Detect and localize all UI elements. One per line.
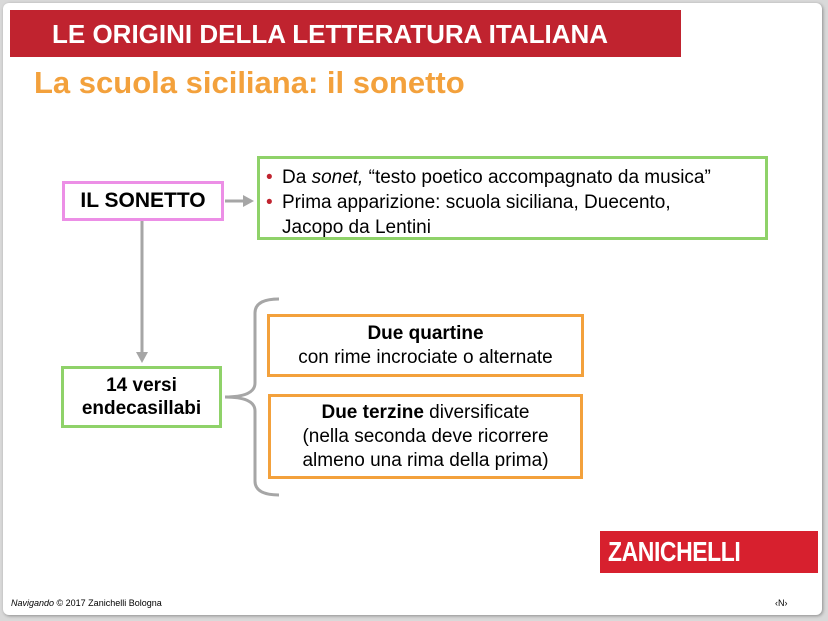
definition-item-2	[266, 190, 755, 215]
bullet-icon: •	[266, 192, 273, 213]
definition-item-1	[266, 165, 755, 190]
definition-origin: Prima apparizione: scuola siciliana, Duecento,	[282, 192, 671, 213]
footer-book: Navigando	[11, 598, 55, 608]
slide	[3, 3, 822, 615]
footer-copyright	[11, 598, 162, 608]
terzine-line-2: (nella seconda deve ricorrere	[302, 425, 549, 447]
page-number: ‹N›	[775, 598, 788, 608]
slide-subtitle: La scuola siciliana: il sonetto	[34, 65, 465, 100]
sonetto-label: IL SONETTO	[80, 189, 206, 212]
arrow-down-head	[136, 352, 148, 363]
quartine-text: con rime incrociate o alternate	[298, 346, 553, 368]
quartine-title: Due quartine	[367, 322, 484, 344]
connectors	[3, 3, 822, 615]
arrow-right-head	[243, 195, 254, 207]
sonetto-box	[62, 181, 224, 221]
zanichelli-logo: ZANICHELLI	[600, 531, 818, 573]
definition-prefix: Da	[282, 167, 312, 188]
versi-line-2: endecasillabi	[81, 398, 202, 419]
footer-text: © 2017 Zanichelli Bologna	[54, 598, 162, 608]
terzine-title: Due terzine	[321, 401, 424, 423]
terzine-box	[268, 394, 583, 479]
definition-meaning: “testo poetico accompagnato da musica”	[363, 167, 711, 188]
terzine-title-rest: diversificate	[423, 401, 530, 423]
versi-box	[61, 366, 222, 428]
bullet-icon: •	[266, 167, 273, 188]
definition-author: Jacopo da Lentini	[282, 217, 431, 238]
versi-line-1: 14 versi	[106, 375, 177, 396]
header-title: LE ORIGINI DELLA LETTERATURA ITALIANA	[52, 19, 609, 49]
definition-term: sonet,	[311, 167, 364, 188]
terzine-line-3: almeno una rima della prima)	[302, 449, 549, 471]
quartine-box	[267, 314, 584, 377]
definition-box	[257, 156, 768, 240]
